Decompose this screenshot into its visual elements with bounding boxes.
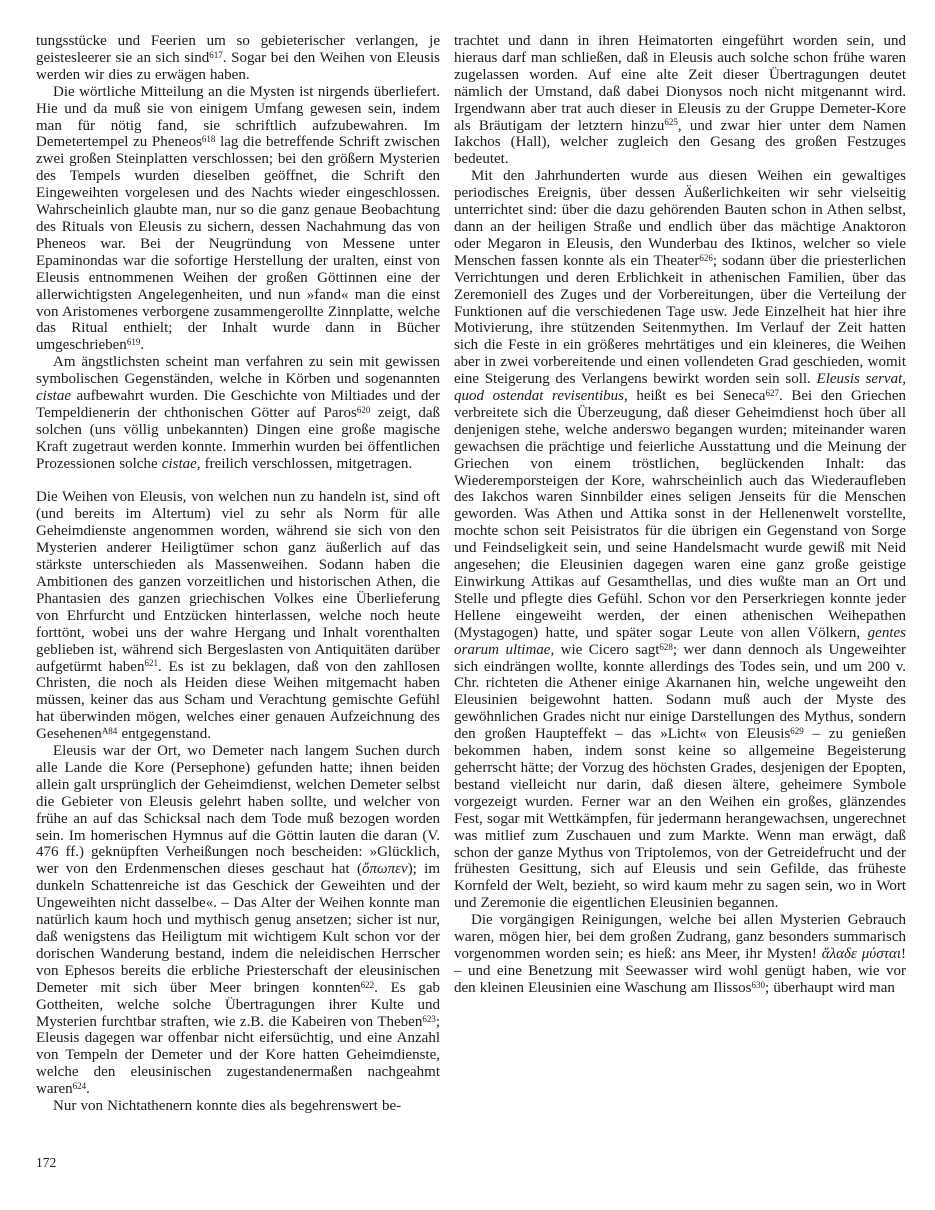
emphasized-text: cistae, — [161, 455, 201, 472]
body-text: ; sodann über die priesterlichen Verrichtungen und deren Erblichkeit in athenischen Familien, über das Zeremoniell des Zuges und der Vorbereitungen, über die Verteilung der Funktionen auf die verschiedenen Tage usw. Jede Einzelheit hat hier ihre Motivierung, ihre stützenden Seitenmythen. Im Verlauf der Zeit hatten sich die Feste in ein größeres mehrtätiges und ein kleineres, die Weihen aber in zwei vorbereitende und einen vollendeten Grad geschieden, womit eine Steigerung des Verlangens bewirkt worden sein soll. — [454, 252, 906, 388]
body-text: ; überhaupt wird man — [765, 979, 895, 996]
body-text: trachtet und dann in ihren Heimatorten eingeführt worden sein, und hieraus darf man schließen, daß in Eleusis auch solche schon frühe waren zugelassen worden. Auf eine alte Zeit dieser Übertragungen deutet nämlich der Umstand, daß dabei Dionysos noch nicht mitgenannt wird. Irgendwann aber trat auch dieser in Eleusis zu der Gruppe Demeter-Kore als Bräutigam der letztern hinzu — [454, 33, 906, 134]
body-text: . Es gab Gottheiten, welche solche Übertragungen ihrer Kulte und Mysterien furchtbar straften, wie z.B. die Kabeiren von Theben — [36, 979, 440, 1030]
body-text: Nur von Nichtathenern konnte dies als begehrenswert be- — [53, 1098, 402, 1115]
footnote-marker: 622 — [360, 979, 375, 990]
body-text: , und zwar hier unter dem Namen Iakchos (Hall), welcher zugleich den Gesang des großen Festzuges bedeutet. — [454, 117, 906, 168]
footnote-marker: 623 — [422, 1013, 436, 1024]
paragraph — [36, 743, 440, 1098]
footnote-marker: 621 — [144, 658, 158, 669]
body-text: . — [140, 337, 145, 354]
paragraph — [454, 912, 906, 997]
paragraph — [454, 33, 906, 168]
emphasized-text: gentes orarum ultimae, — [454, 624, 906, 658]
body-text: heißt es bei Seneca — [627, 388, 766, 405]
paragraph — [36, 84, 440, 355]
body-text: aufbewahrt wurden. Die Geschichte von Miltiades und der Tempeldienerin der chthonischen Götter auf Paros — [36, 388, 440, 421]
body-text: . Bei den Griechen verbreitete sich die Überzeugung, daß dieser Geheimdienst hoch über all denjenigen stehe, welche anderswo begangen wurden; miteinander waren gewachsen die prächtige und feierliche Ausstattung und die Meinung der Griechen von einem tröstlichen, beglückenden Inhalt: das Wiederemporsteigen der Kore, wahrscheinlich auch das Wiederaufleben des Iakchos waren Sinnbilder eines seligen Jenseits für die Menschen geworden. Was Athen und Attika sonst in der Hellenenwelt vorstellte, mochte schon seit Peisistratos für die übrigen ein Gegenstand von Sorge und Feindseligkeit sein, und seine Handelsmacht wurde gewiß mit Neid angesehen; die Eleusinien dagegen waren eine ganz große geistige Einwirkung Attikas auf Gesamthellas, und dies wußte man an Ort und Stelle und pflegte dies Gefühl. Schon vor den Perserkriegen konnte jeder Hellene eingeweiht werden, der einen athenischen Weihepathen (Mystagogen) hatte, und später sogar Leute von allen Völkern, — [454, 388, 907, 641]
paragraph — [36, 33, 440, 84]
footnote-marker: 618 — [201, 134, 216, 145]
body-text: . — [86, 1081, 90, 1098]
emphasized-text: cistae — [36, 388, 71, 405]
footnote-marker: 617 — [209, 49, 223, 60]
footnote-marker: 624 — [72, 1081, 87, 1092]
body-text: – zu genießen bekommen haben, indem sonst keine so allgemeine Begeisterung geherrscht hätte; der Vorzug des höchsten Grades, desjenigen der Epopten, bestand vielleicht nur darin, daß diesen ältere, geheimere Symbole vorgezeigt wurden. Ferner war an den Weihen ein großes, glänzendes Fest, sogar mit Wettkämpfen, für jedermann herangewachsen, ungerechnet was mitlief zum Zuschauen und zum Markte. Wenn man erwägt, daß schon der ganze Mythus von Triptolemos, von der Getreidefrucht und der frühesten Gesittung, sich auf Eleusis und sein Gefilde, das früheste Kornfeld der Welt, bezieht, so wird kaum mehr zu sagen sein, wo in Wort und Zeremonie die eigentlichen Eleusinien begannen. — [454, 726, 907, 912]
body-text: . Sogar bei den Weihen von Eleusis werden wir dies zu erwägen haben. — [36, 49, 440, 83]
body-text: freilich verschlossen, mitgetragen. — [200, 455, 413, 472]
footnote-marker: 619 — [126, 337, 141, 348]
emphasized-text: ὄπωπεν — [361, 861, 408, 878]
body-text: Die wörtliche Mitteilung an die Mysten ist nirgends überliefert. Hie und da muß sie von einigem Umfang gewesen sein, indem man für nötig fand, sie schriftlich aufzubewahren. Im Demetertempel zu Pheneos — [36, 83, 440, 151]
footnote-marker: 630 — [751, 979, 766, 990]
paragraph — [454, 168, 906, 912]
emphasized-text: Eleusis servat, quod ostendat revisentibus, — [454, 371, 906, 405]
body-text: Am ängstlichsten scheint man verfahren zu sein mit gewissen symbolischen Gegenständen, welche in Körben und sogenannten — [36, 354, 440, 388]
paragraph — [36, 354, 440, 472]
paragraph — [36, 489, 440, 743]
body-text: Die vorgängigen Reinigungen, welche bei allen Mysterien Gebrauch waren, mögen hier, bei dem großen Zudrang, ganz besonders summarisch vorgenommen worden sein; es hieß: ans Meer, ihr Mysten! — [454, 912, 906, 962]
right-column — [454, 33, 906, 1115]
body-text: Die Weihen von Eleusis, von welchen nun zu handeln ist, sind oft (und bereits im Altertum) viel zu sehr als Norm für alle Geheimdienste angenommen worden, während sie sich von den Mysterien anderer Heiligtümer schon ganz äußerlich auf das stärkste unterschieden als Massenweihen. Sodann haben die Ambitionen des ganzen vorzeitlichen und historischen Athen, die Phantasien des ganzen griechischen Volkes eine Überlieferung von Ehrfurcht und Entzücken hinterlassen, welche noch heute forttönt, wobei uns der wahre Hergang und Inhalt vorenthalten geblieben ist, während sich Bergeslasten von Antiquitäten darüber aufgetürmt haben — [36, 489, 440, 675]
body-text: ; wer dann dennoch als Ungeweihter sich eindrängen wollte, konnte allerdings des Todes sein, und um 200 v. Chr. richteten die Athener einige Akarnanen hin, welche ungeweiht den Eleusinien beigewohnt hatten. Sodann muß auch der Myste des gewöhnlichen Grades nicht nur einige Darstellungen des Mythus, sondern den großen Haupteffekt – das »Licht« von Eleusis — [454, 641, 906, 743]
footnote-marker: 620 — [356, 404, 371, 415]
body-text: ! – und eine Benetzung mit Seewasser wird wohl genügt haben, wie vor den kleinen Eleusinien eine Waschung am Ilissos — [454, 945, 906, 996]
body-text: Mit den Jahrhunderten wurde aus diesen Weihen ein gewaltiges periodisches Ereignis, über dessen Äußerlichkeiten wir sehr vielseitig unterrichtet sind: über die dazu gehörenden Bauten schon in Athen selbst, dann an der heiligen Straße und endlich über das mächtige Anaktoron oder Megaron in Eleusis, den Wunderbau des Iktinos, welcher so viele Menschen fassen konnte als ein Theater — [454, 168, 906, 269]
body-text: lag die betreffende Schrift zwischen zwei großen Steinplatten verschlossen; bei den größern Mysterien des Tempels wurden dieselben geöffnet, die Schrift den Eingeweihten vorgelesen und des Nachts wieder eingeschlossen. Wahrscheinlich glaubte man, nur so die ganz genaue Beobachtung des Rituals von Eleusis zu sichern, dessen Nachahmung das von Pheneos war. Bei der Neugründung von Messene unter Epaminondas war die sofortige Herstellung der uralten, einst von Eleusis entnommenen Weihen der großen Göttinnen eine der allerwichtigsten Angelegenheiten, und nun »fand« man die einst von Aristomenes verborgene zusammengerollte Zinnplatte, welche das Ritual enthielt; der Inhalt wurde dann in Bücher umgeschrieben — [36, 134, 440, 354]
body-text: entgegenstand. — [117, 726, 212, 743]
emphasized-text: ἅλαδε μύσται — [821, 945, 901, 962]
footnote-marker: 628 — [659, 641, 673, 652]
page-number: 172 — [36, 1155, 57, 1170]
footnote-marker: A84 — [101, 726, 118, 737]
footnote-marker: 625 — [664, 117, 678, 128]
left-column — [36, 33, 440, 1115]
body-text: zeigt, daß solchen (uns völlig unbekannten) Dingen eine große magische Kraft zugetraut werden konnte. Immerhin wurden bei öffentlichen Prozessionen solche — [36, 404, 441, 472]
text-columns — [36, 33, 906, 1115]
footnote-marker: 629 — [790, 726, 804, 737]
footnote-marker: 626 — [699, 252, 713, 263]
footnote-marker: 627 — [765, 387, 779, 398]
body-text: wie Cicero sagt — [554, 641, 660, 658]
body-text: Eleusis war der Ort, wo Demeter nach langem Suchen durch alle Lande die Kore (Persephone) gefunden hatte; ihnen beiden allein galt ursprünglich der Geheimdienst, welchen Demeter selbst die Gebieter von Eleusis gelehrt haben sollte, und welcher von frühe an auf das Schicksal nach dem Tode muß bezogen worden sein. Im homerischen Hymnus auf die Göttin lauten die daran (V. 476 ff.) geknüpften Verheißungen noch bescheiden: »Glücklich, wer von den Erdenmenschen dieses geschaut hat ( — [36, 743, 440, 878]
body-text: ); im dunkeln Schattenreiche ist das Geschick der Geweihten und der Ungeweihten nicht dasselbe«. – Das Alter der Weihen konnte man natürlich kaum hoch und mythisch genug ansetzen; sicher ist nur, daß wenigstens das Heiligtum mit wichtigem Kult schon vor der dorischen Wanderung bestand, indem die neleidischen Herrscher von Ephesos bereits die erbliche Priesterschaft der eleusinischen Demeter mit sich über Meer bringen konnten — [36, 861, 440, 996]
body-text: ; Eleusis dagegen war offenbar nicht eifersüchtig, und eine Anzahl von Tempeln der Demeter und der Kore hatten Geheimdienste, welche den eleusinischen zugestandenermaßen nachgeahmt waren — [36, 1013, 440, 1098]
paragraph — [36, 1098, 440, 1115]
body-text: . Es ist zu beklagen, daß von den zahllosen Christen, die noch als Heiden diese Weihen mitgemacht haben müssen, keiner das aus Scham und Verachtung gemischte Gefühl hat überwinden mögen, welches einer genauen Aufzeichnung des Gesehenen — [36, 658, 440, 743]
body-text: tungsstücke und Feerien um so gebieterischer verlangen, je geistesleerer sie an sich sind — [36, 33, 440, 66]
